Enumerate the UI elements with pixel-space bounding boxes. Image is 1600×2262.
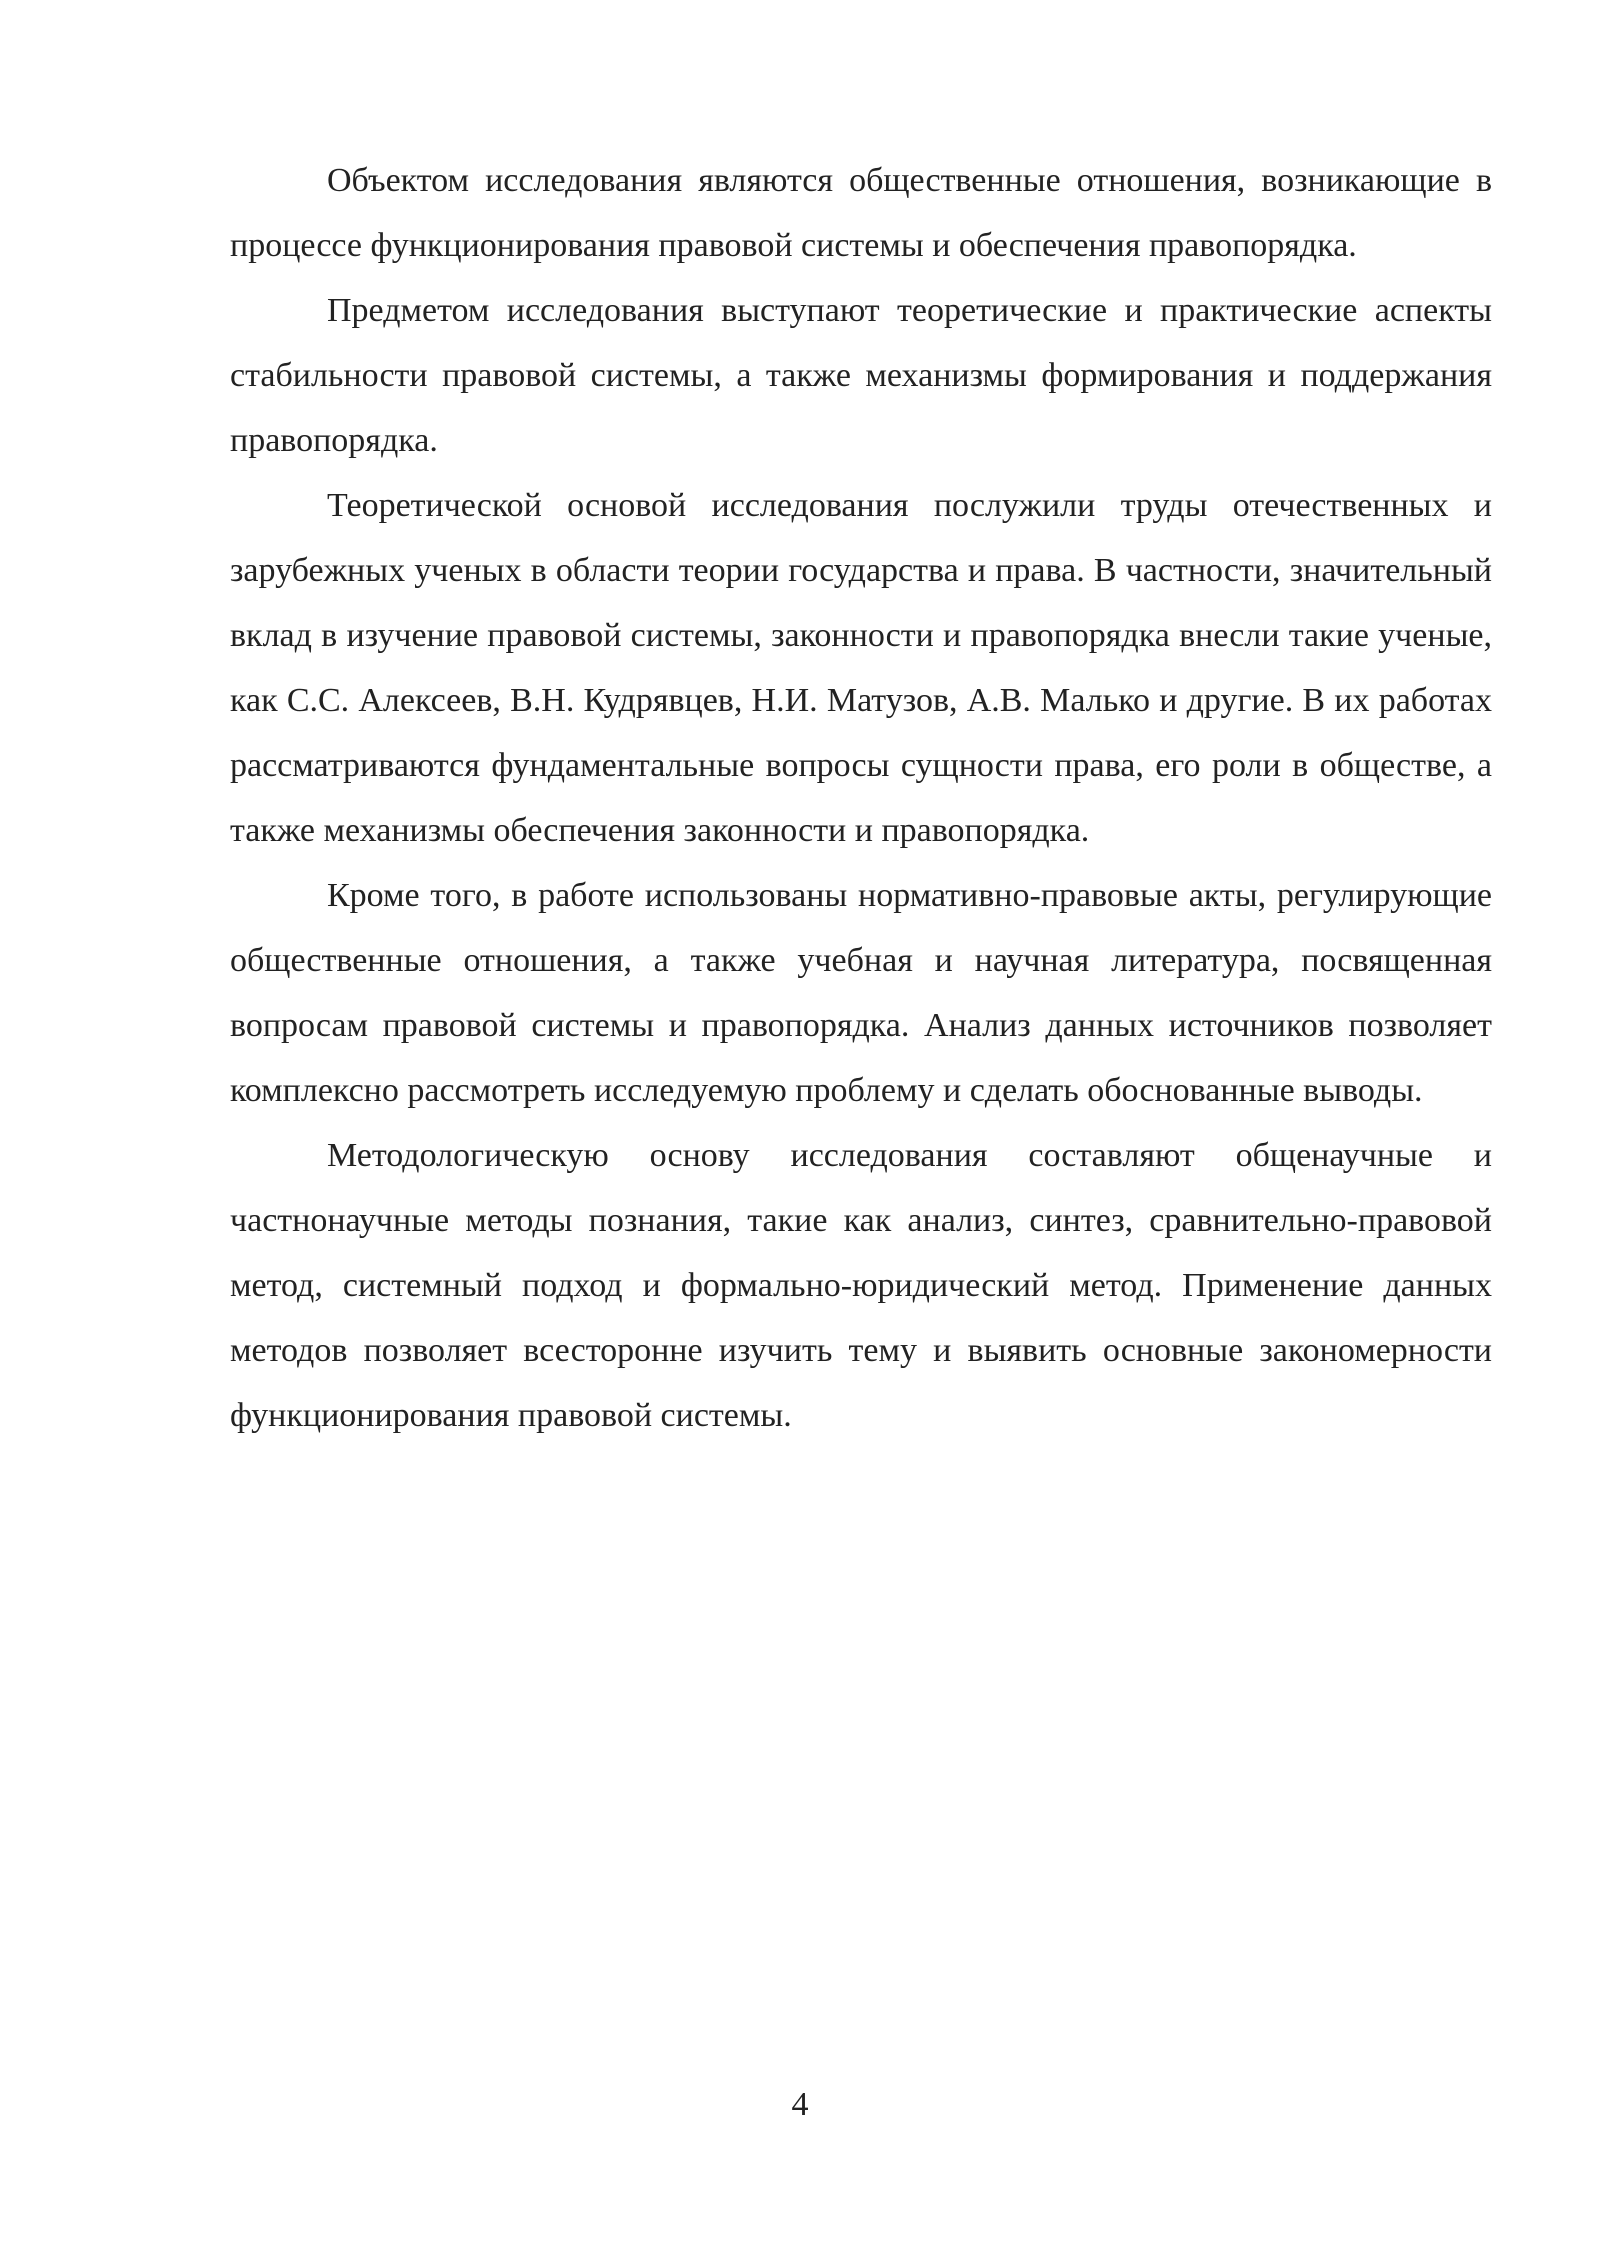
paragraph-research-object: Объектом исследования являются общественные отношения, возникающие в процессе функционирования правовой системы и обеспечения правопорядка.	[230, 162, 1492, 264]
body-text	[230, 148, 1492, 1448]
page-number: 4	[791, 2086, 809, 2123]
paragraph-methodology: Методологическую основу исследования составляют общенаучные и частнонаучные методы познания, такие как анализ, синтез, сравнительно-правовой метод, системный подход и формально-юридический метод. Применение данных методов позволяет всесторонне изучить тему и выявить основные закономерности функционирования правовой системы.	[230, 1137, 1492, 1434]
paragraph-sources: Кроме того, в работе использованы нормативно-правовые акты, регулирующие общественные отношения, а также учебная и научная литература, посвященная вопросам правовой системы и правопорядка. Анализ данных источников позволяет комплексно рассмотреть исследуемую проблему и сделать обоснованные выводы.	[230, 877, 1492, 1109]
paragraph-theoretical-basis: Теоретической основой исследования послужили труды отечественных и зарубежных ученых в области теории государства и права. В частности, значительный вклад в изучение правовой системы, законности и правопорядка внесли такие ученые, как С.С. Алексеев, В.Н. Кудрявцев, Н.И. Матузов, А.В. Малько и другие. В их работах рассматриваются фундаментальные вопросы сущности права, его роли в обществе, а также механизмы обеспечения законности и правопорядка.	[230, 487, 1492, 849]
paragraph-research-subject: Предметом исследования выступают теоретические и практические аспекты стабильности правовой системы, а также механизмы формирования и поддержания правопорядка.	[230, 292, 1492, 459]
